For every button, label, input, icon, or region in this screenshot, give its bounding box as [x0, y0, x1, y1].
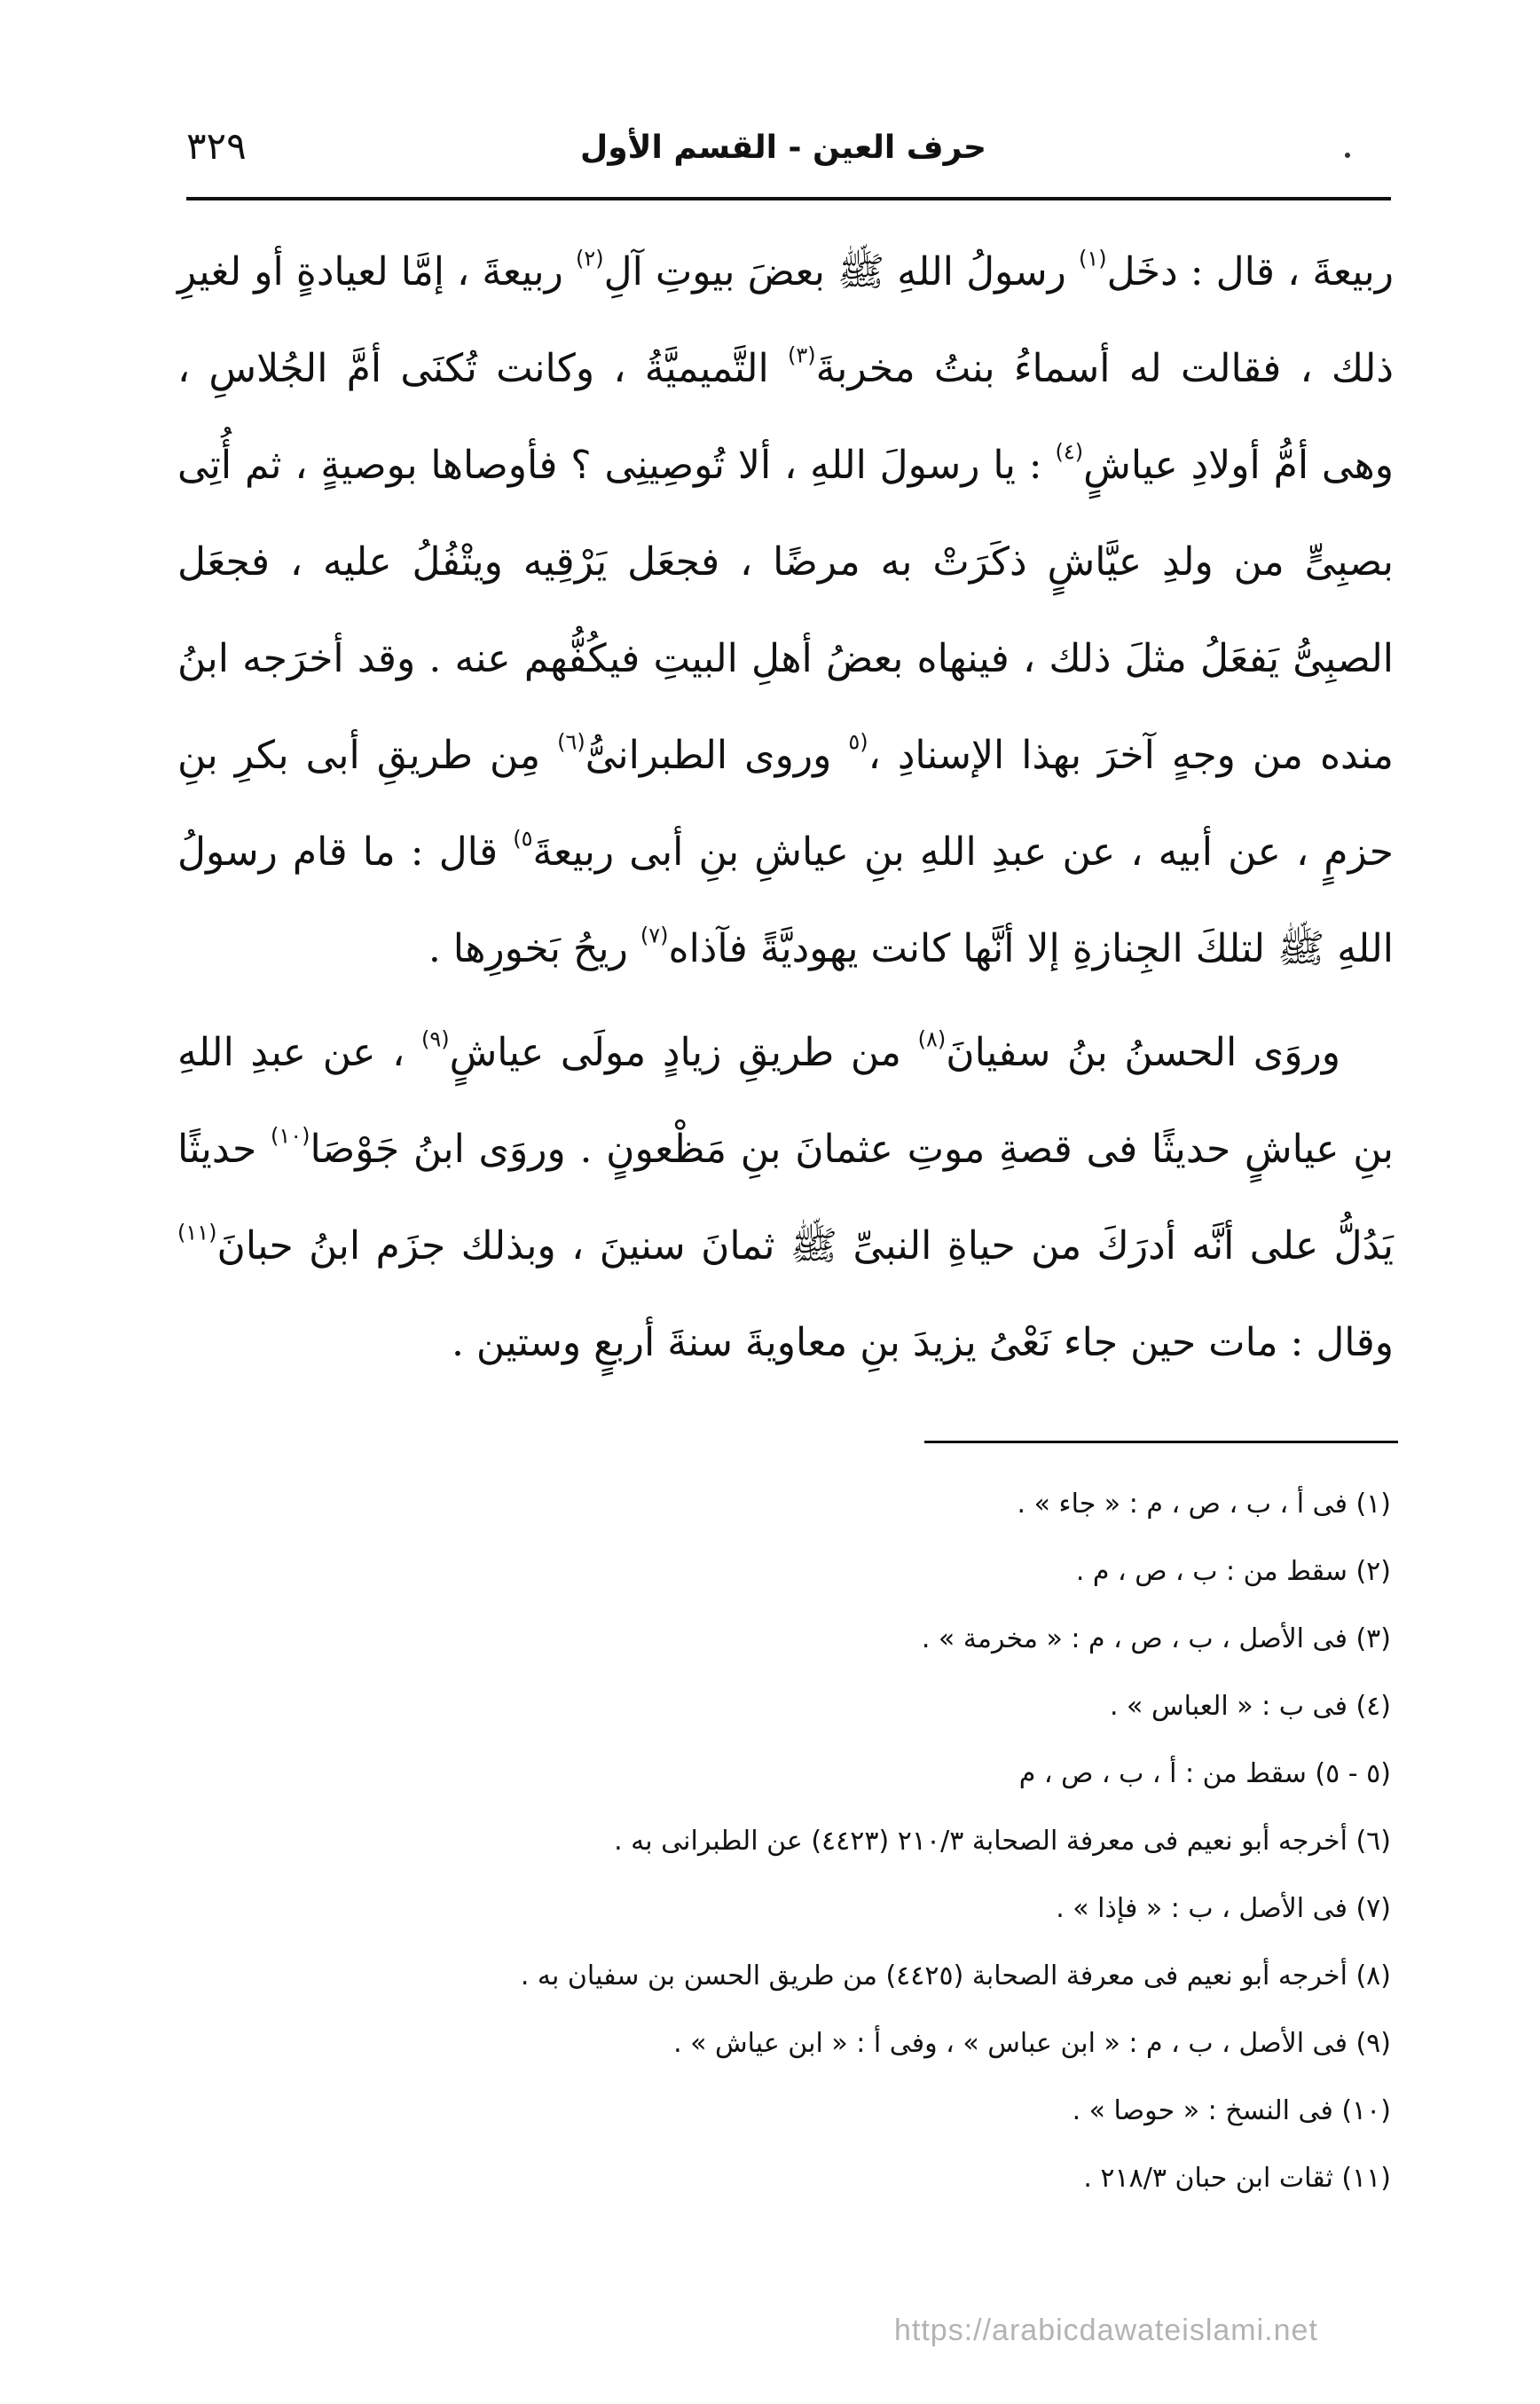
text-run: من طريقِ زيادٍ مولَى عياشٍ	[449, 1030, 918, 1075]
main-text	[177, 224, 1394, 1391]
text-run: ربيعةَ ، قال : دخَل	[1106, 249, 1394, 295]
paragraph-1	[177, 224, 1394, 997]
footnote-ref: (٧)	[640, 923, 669, 948]
footnote-ref: (٤)	[1055, 439, 1084, 465]
text-run: وقال : مات حين جاء نَعْىُ يزيدَ بنِ معاويةَ سنةَ أربعٍ وستين .	[451, 1320, 1394, 1365]
footnote-ref: (٢)	[575, 246, 604, 271]
footnote-ref: (٣)	[787, 342, 816, 368]
footnote-11: (١١) ثقات ابن حبان ٢١٨/٣ .	[1083, 2163, 1391, 2194]
footnote-ref: (٦)	[557, 729, 585, 755]
running-title: حرف العين - القسم الأول	[580, 130, 986, 166]
footnote-ref: ٥)	[513, 826, 533, 852]
text-run: رسولُ اللهِ ﷺ بعضَ بيوتِ آلِ	[603, 249, 1079, 295]
footnote-4: (٤) فى ب : « العباس » .	[1109, 1691, 1391, 1722]
footnote-10: (١٠) فى النسخ : « حوصا » .	[1072, 2095, 1391, 2126]
footnote-ref: (٩)	[420, 1026, 450, 1052]
text-run: ريحُ بَخورِها .	[428, 926, 640, 971]
watermark-url: https://arabicdawateislami.net	[894, 2314, 1318, 2347]
footnote-6: (٦) أخرجه أبو نعيم فى معرفة الصحابة ٢١٠/٣ (٤٤٢٣) عن الطبرانى به .	[614, 1826, 1391, 1857]
header-rule	[186, 197, 1391, 200]
footnote-9: (٩) فى الأصل ، ب ، م : « ابن عباس » ، وفى أ : « ابن عياش » .	[673, 2028, 1391, 2059]
text-run: ، عن عبدِ اللهِ بنِ عياشٍ حديثًا فى قصةِ موتِ عثمانَ بنِ مَظْعونٍ . وروَى ابنُ جَوْصَا	[177, 1030, 1394, 1172]
text-run: : يا رسولَ اللهِ ، ألا تُوصِينِى ؟ فأوصاها بوصيةٍ ، ثم أُتِى بصبِىٍّ من ولدِ عيَّاشٍ ذكَرَتْ به مرضًا ، فجعَل يَرْقِيه ويتْفُلُ عليه ، فجعَل الصبِىُّ يَفعَلُ مثلَ ذلك ، فينهاه بعضُ أهلِ البيتِ فيكُفُّهم عنه . وقد أخرَجه ابنُ منده من وجهٍ آخرَ بهذا الإسنادِ ،	[177, 443, 1394, 778]
text-run: قال : ما قام رسولُ اللهِ ﷺ لتلكَ الجِنازةِ إلا أنَّها كانت يهوديَّةً فآذاه	[177, 829, 1394, 971]
footnote-5: (٥ - ٥) سقط من : أ ، ب ، ص ، م	[1018, 1758, 1391, 1789]
footnote-ref: (٨)	[917, 1026, 947, 1052]
text-run: ربيعةَ ، إمَّا لعيادةٍ أو لغيرِ ذلك ، فقالت له أسماءُ بنتُ مخربةَ	[177, 249, 1394, 391]
footnote-ref: (١)	[1078, 246, 1107, 271]
footnote-ref: (٥	[848, 729, 868, 755]
footnotes	[177, 1471, 1391, 2212]
running-header	[186, 124, 1380, 186]
footnote-ref: (١٠)	[270, 1123, 310, 1149]
text-run: وروى الطبرانىُّ	[585, 733, 849, 778]
footnote-3: (٣) فى الأصل ، ب ، ص ، م : « مخرمة » .	[921, 1623, 1391, 1654]
paragraph-2	[177, 1004, 1394, 1391]
footnote-1: (١) فى أ ، ب ، ص ، م : « جاء » .	[1017, 1489, 1391, 1520]
page-number: ٣٢٩	[186, 124, 247, 168]
footnote-8: (٨) أخرجه أبو نعيم فى معرفة الصحابة (٤٤٢٥) من طريق الحسن بن سفيان به .	[520, 1960, 1391, 1992]
text-run: وروَى الحسنُ بنُ سفيانَ	[946, 1030, 1340, 1075]
footnote-separator	[924, 1441, 1398, 1443]
footnote-2: (٢) سقط من : ب ، ص ، م .	[1075, 1556, 1391, 1587]
text-run: حديثًا يَدُلُّ على أنَّه أدرَكَ من حياةِ النبىِّ ﷺ ثمانَ سنينَ ، وبذلك جزَم ابنُ حبانَ	[177, 1127, 1394, 1269]
footnote-7: (٧) فى الأصل ، ب : « فإذا » .	[1056, 1893, 1391, 1924]
footnote-ref: (١١)	[177, 1220, 217, 1245]
text-run: مِن طريقِ أبى بكرِ بنِ حزمٍ ، عن أبيه ، عن عبدِ اللهِ بنِ عياشِ بنِ أبى ربيعةَ	[177, 733, 1394, 875]
text-run: التَّميميَّةُ ، وكانت تُكنَى أمَّ الجُلاسِ ، وهى أمُّ أولادِ عياشٍ	[177, 346, 1395, 488]
